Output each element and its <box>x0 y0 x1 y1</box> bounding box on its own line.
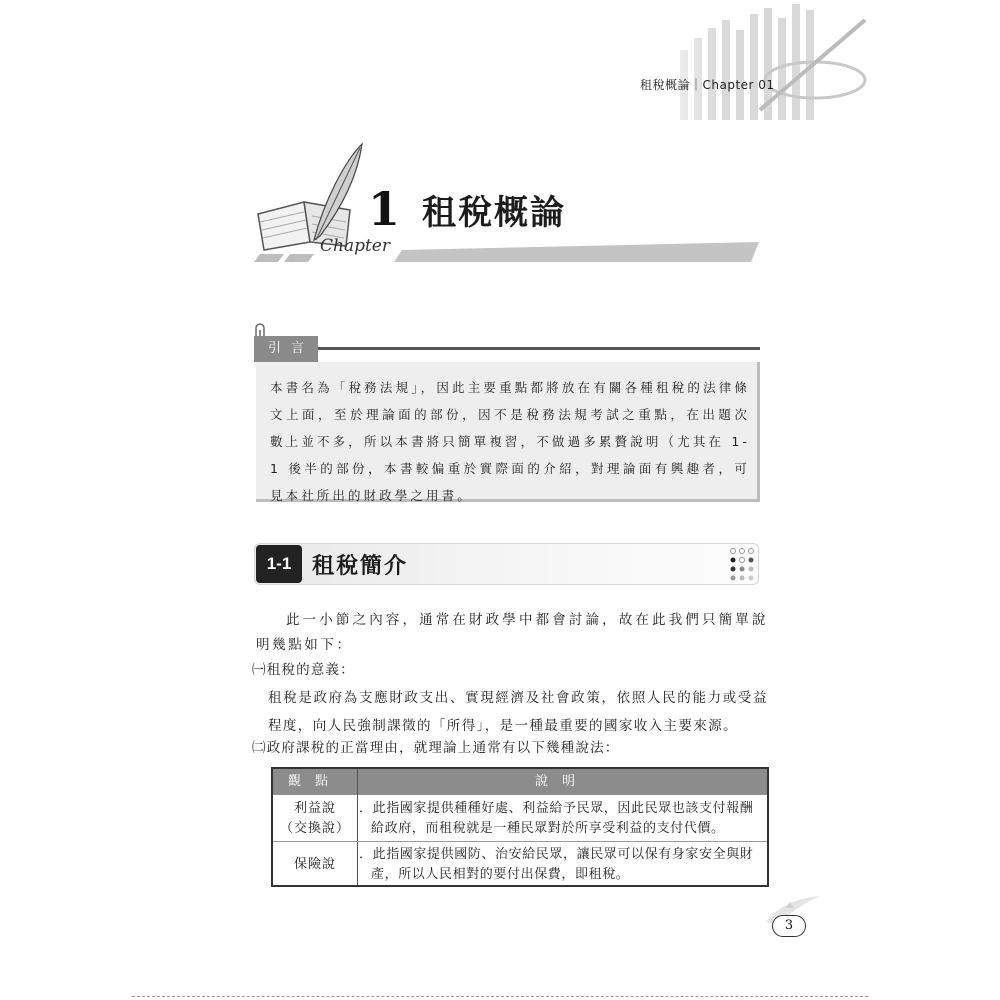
chapter-title: 租稅概論 <box>422 193 566 233</box>
justification-table <box>271 767 769 887</box>
table-header-description: 說明 <box>534 774 589 789</box>
table-row-1-key-line2: （交換說） <box>279 821 350 836</box>
table-row-2-desc-line1: ．此指國家提供國防、治安給民眾，讓民眾可以保有身家安全與財 <box>359 847 754 862</box>
page-cut-line <box>132 996 868 997</box>
subheading-tax-justification: ㈡政府課稅的正當理由，就理論上通常有以下幾種說法： <box>252 740 620 756</box>
table-row-divider <box>273 841 767 842</box>
dots-decoration-icon <box>728 546 756 582</box>
table-row-2-key-line1: 保險說 <box>293 857 336 872</box>
table-row-1-desc-line2: 給政府，而租稅就是一種民眾對於所享受利益的支付代價。 <box>371 821 725 836</box>
table-row-1-key <box>273 799 357 839</box>
table-header <box>273 769 767 795</box>
table-column-divider <box>357 769 358 885</box>
running-head: 租稅概論｜Chapter 01 <box>640 78 775 92</box>
table-row-1-desc-line1: ．此指國家提供種種好處、利益給予民眾，因此民眾也該支付報酬 <box>359 801 754 816</box>
section-title: 租稅簡介 <box>312 553 409 579</box>
table-row-1-key-line1: 利益說 <box>293 801 336 816</box>
header-chart-decoration <box>640 0 870 135</box>
table-header-viewpoint: 觀點 <box>287 774 342 789</box>
table-row-1-description <box>359 799 765 839</box>
table-row-2-desc-line2: 產，所以人民相對的要付出保費，即租稅。 <box>371 867 630 882</box>
intro-text: 本書名為「稅務法規」，因此主要重點都將放在有關各種租稅的法律條文上面，至於理論面的部份，因不是稅務法規考試之重點，在出題次數上並不多，所以本書將只簡單複習，不做過多累贅說明（尤其在 1-1 後半的部份，本書較偏重於實際面的介紹，對理論面有興趣者，可見本社所出的財政學之用書。 <box>270 380 750 503</box>
intro-label: 引言 <box>254 336 318 362</box>
table-row-2-key <box>273 855 357 875</box>
chapter-number: 1 <box>368 182 401 236</box>
chapter-word: Chapter <box>320 236 390 256</box>
paragraph-intro: 此一小節之內容，通常在財政學中都會討論，故在此我們只簡單說明幾點如下： <box>256 612 768 653</box>
table-row-2-description <box>359 845 765 885</box>
page-number: 3 <box>772 915 806 937</box>
subheading-tax-meaning: ㈠租稅的意義： <box>252 662 355 678</box>
section-number: 1-1 <box>256 545 302 583</box>
intro-divider <box>318 347 760 350</box>
paragraph-tax-meaning: 租稅是政府為支應財政支出、實現經濟及社會政策，依照人民的能力或受益程度，向人民強制課徵的「所得」，是一種最重要的國家收入主要來源。 <box>268 690 768 734</box>
